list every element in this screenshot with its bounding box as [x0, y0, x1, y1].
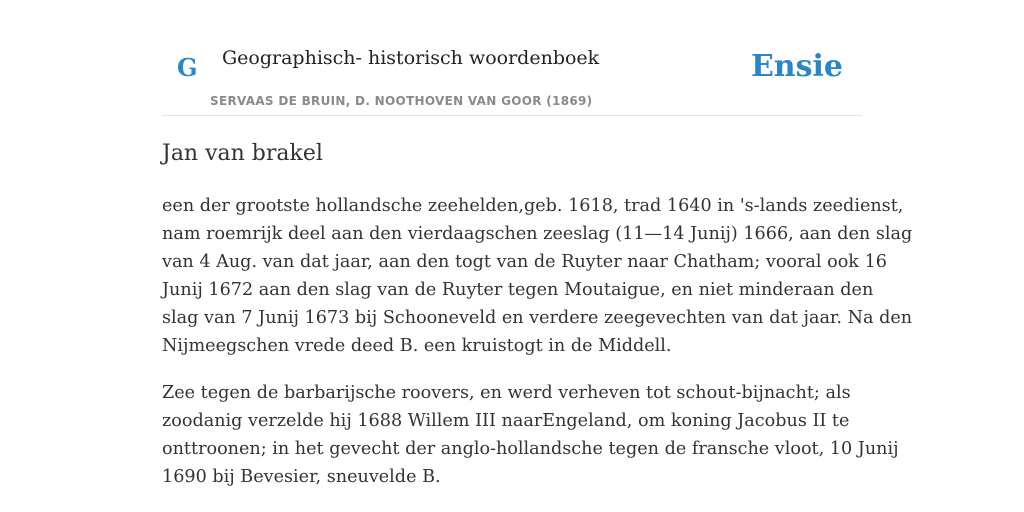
paragraph-line: 1690 bij Bevesier, sneuvelde B.: [162, 467, 441, 487]
book-title-link[interactable]: Geographisch- historisch woordenboek: [222, 47, 600, 69]
header: [162, 0, 862, 116]
paragraph-line: nam roemrijk deel aan den vierdaagschen zeeslag (11—14 Junij) 1666, aan den slag: [162, 224, 913, 244]
paragraph-line: Nijmeegschen vrede deed B. een kruistogt in de Middell.: [162, 336, 672, 356]
entry-paragraph-1: [162, 192, 913, 360]
paragraph-line: Zee tegen de barbarijsche roovers, en werd verheven tot schout-bijnacht; als: [162, 383, 851, 403]
entry-title: Jan van brakel: [162, 141, 323, 166]
entry-paragraph-2: [162, 379, 899, 491]
ensie-logo-link[interactable]: Ensie: [750, 49, 843, 84]
paragraph-line: van 4 Aug. van dat jaar, aan den togt van de Ruyter naar Chatham; vooral ook 16: [162, 252, 887, 272]
paragraph-line: onttroonen; in het gevecht der anglo-hollandsche tegen de fransche vloot, 10 Junij: [162, 439, 899, 459]
paragraph-line: Junij 1672 aan den slag van de Ruyter tegen Moutaigue, en niet minderaan den: [162, 280, 874, 300]
book-author: SERVAAS DE BRUIN, D. NOOTHOVEN VAN GOOR (1869): [210, 94, 593, 108]
paragraph-line: zoodanig verzelde hij 1688 Willem III naarEngeland, om koning Jacobus II te: [162, 411, 850, 431]
paragraph-line: slag van 7 Junij 1673 bij Schooneveld en verdere zeegevechten van dat jaar. Na den: [162, 308, 913, 328]
book-logo-icon[interactable]: G: [177, 53, 198, 82]
paragraph-line: een der grootste hollandsche zeehelden,geb. 1618, trad 1640 in 's-lands zeedienst,: [162, 196, 904, 216]
page: [162, 0, 913, 512]
